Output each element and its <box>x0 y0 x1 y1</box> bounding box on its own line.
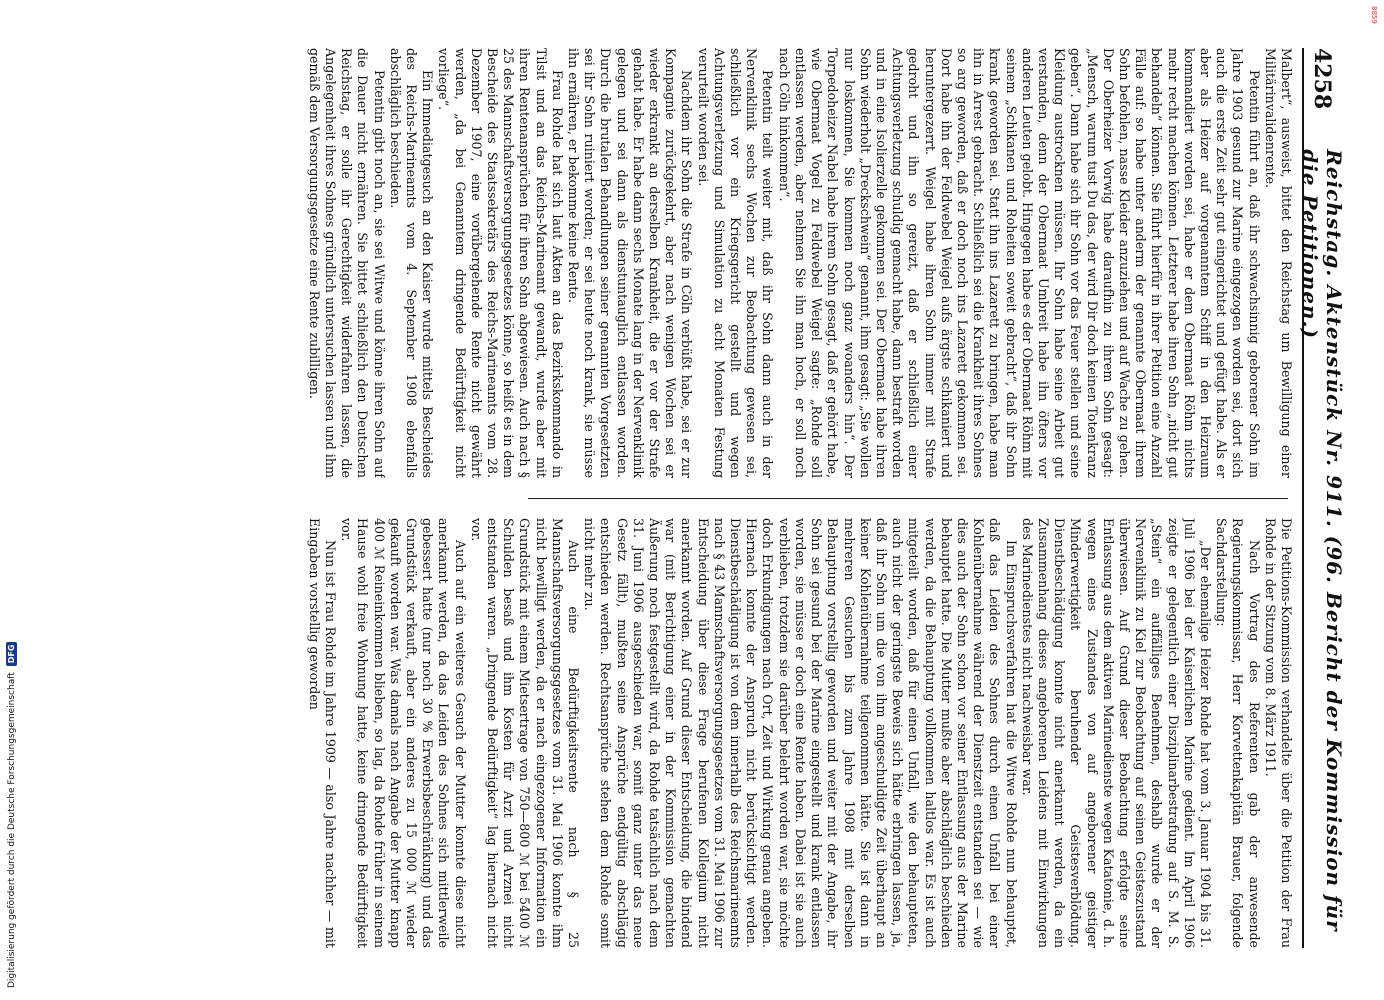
dfg-logo: DFG <box>6 642 17 667</box>
document-page <box>80 48 1346 948</box>
paragraph: Die Petitions-Kommission verhandelte über die Petition der Frau Rohde in der Sitzung vom 8. März 1911. <box>1262 518 1294 948</box>
left-column <box>94 48 1294 478</box>
corner-stamp: 8859 <box>1370 6 1378 24</box>
paragraph: Nun ist Frau Rohde im Jahre 1909 — also Jahre nachher — mit Eingaben vorstellig geworden <box>306 518 339 948</box>
paragraph: Nach Vortrag des Referenten gab der anwesende Regierungskommissar, Herr Korvettenkapitän Brauer, folgende Sachdarstellung: <box>1214 518 1262 948</box>
paragraph: Ein Immediatgesuch an den Kaiser wurde mittels Bescheides des Reichs-Marineamts vom 4. September 1908 ebenfalls abschläglich beschieden. <box>387 48 436 478</box>
text-columns <box>94 48 1294 948</box>
paragraph: Petentin teilt weiter mit, daß ihr Sohn dann auch in der Nervenklinik sechs Wochen zur Beobachtung gewesen sei, schließlich vor ein Kriegsgericht gestellt und wegen Achtungsverletzung und Simulation zu acht Monaten Festung verurteilt worden sei. <box>695 48 776 478</box>
column-divider <box>528 498 1288 499</box>
rotated-page <box>80 48 1346 948</box>
page-header <box>1298 48 1346 948</box>
digitization-note-text: Digitalisierung gefördert durch die Deutsche Forschungsgemeinschaft <box>6 672 17 988</box>
paragraph: Frau Rohde hat sich laut Akten an das Bezirkskommando in Tilsit und an das Reichs-Marineamt gewandt, wurde aber mit ihren Rentenansprüchen für ihren Sohn abgewiesen. Auch nach § 25 des Mannschaftsversorgungsgesetzes könne, so heißt es in dem Bescheide des Staatssekretärs des Reichs-Marineamts vom 28. Dezember 1907, eine vorübergehende Rente nicht gewährt werden, „da bei Genanntem dringende Bedürftigkeit nicht vorliege“. <box>436 48 565 478</box>
paragraph: Auch auf ein weiteres Gesuch der Mutter konnte diese nicht anerkannt werden, da das Leiden des Sohnes sich mittlerweile gebessert hatte (nur noch 30 % Erwerbsbeschränkung) und das Grundstück verkauft, aber ein anderes zu 15 000 ℳ wieder gekauft worden war. Was damals nach Angabe der Mutter knapp 400 ℳ Reineinkommen blieben, so lag, da Rohde früher in seinem Hause wohl freie Wohnung hatte, keine dringende Bedürftigkeit vor. <box>339 518 468 948</box>
paragraph: Auch eine Bedürftigkeitsrente nach § 25 Mannschaftsversorgungsgesetzes vom 31. Mai 1906 konnte ihm nicht bewilligt werden, da er nach eingezogener Information ein Grundstück mit einem Mietsertrage von 750—800 ℳ bei 5400 ℳ Schulden besaß und ihm Kosten für Arzt und Arznei nicht entstanden waren. „Dringende Bedürftigkeit“ lag hiernach nicht vor. <box>468 518 582 948</box>
digitization-note <box>6 642 17 988</box>
right-column <box>94 518 1294 948</box>
paragraph: Im Einspruchsverfahren hat die Witwe Rohde nun behauptet, daß das Leiden des Sohnes durch einen Unfall bei einer Kohlenübernahme während der Dienstzeit entstanden sei — wie dies auch der Sohn schon vor seiner Entlassung aus der Marine behauptet hatte. Die Mutter mußte aber abschläglich beschieden werden, da die Behauptung vollkommen haltlos war. Es ist auch mitgeteilt worden, daß für einen Unfall, wie den behaupteten, auch nicht der geringste Beweis sich hätte erbringen lassen, ja, daß ihr Sohn um die von ihm angeschuldigte Zeit überhaupt an keiner Kohlenübernahme teilgenommen hätte. Sie ist dann in mehreren Gesuchen bis zum Jahre 1908 mit derselben Behauptung vorstellig geworden und weiter mit der Angabe, ihr Sohn sei gesund bei der Marine eingestellt und krank entlassen worden, sie müsse er doch eine Rente haben. Dabei ist sie auch verblieben, trotzdem sie darüber belehrt worden war, sie möchte doch Erkundigungen nach Ort, Zeit und Wirkung genau angeben. Hiernach konnte der Anspruch nicht berücksichtigt werden. Dienstbeschädigung ist von dem innerhalb des Reichsmarineamts nach § 43 Mannschaftsversorgungsgesetzes vom 31. Mai 1906 zur Entscheidung über diese Frage berufenen Kollegium nicht anerkannt worden. Auf Grund dieser Entscheidung, die bindend war (mit Berichtigung einer in der Kommission gemachten Äußerung noch festgestellt wird, da Rohde tatsächlich nach dem 31. Juni 1906 ausgeschieden war, somit ganz unter das neue Gesetz fällt), mußten seine Ansprüche endgültig abschlägig entschieden werden. Rechtsansprüche stehen dem Rohde somit nicht mehr zu. <box>582 518 1019 948</box>
paragraph: Petentin gibt noch an, sie sei Witwe und könne ihren Sohn auf die Dauer nicht ernähren. Sie bittet schließlich den Deutschen Reichstag, er solle ihr Gerechtigkeit widerfahren lassen, die Angelegenheit ihres Sohnes gründlich untersuchen lassen und ihm gemäß dem Versorgungsgesetze eine Rente zubilligen. <box>306 48 387 478</box>
paragraph: Malbert“, ausweist, bittet den Reichstag um Bewilligung einer Militärinvalidenrente. <box>1262 48 1294 478</box>
page-number: 4258 <box>1309 48 1335 110</box>
paragraph: „Der ehemalige Heizer Rohde hat vom 3. Januar 1904 bis 31. Juli 1906 bei der Kaiserlichen Marine gedient. Im April 1906 zeigte er gelegentlich einer Disziplinarbestrafung auf S. M. S. „Stein“ ein auffälliges Benehmen, deshalb wurde er der Nervenklinik zu Kiel zur Beobachtung auf seinen Geisteszustand überwiesen. Auf Grund dieser Beobachtung erfolgte seine Entlassung aus dem aktiven Marinedienste wegen Katatonie, d. h. wegen eines Zustandes von auf angeborener geistiger Minderwertigkeit beruhender Geistesverblödung. Dienstbeschädigung konnte nicht anerkannt werden, da ein Zusammenhang dieses angeborenen Leidens mit Einwirkungen des Marinedienstes nicht nachweisbar war. <box>1019 518 1213 948</box>
paragraph: Nachdem ihr Sohn die Strafe in Cöln verbüßt habe, sei er zur Kompagnie zurückgekehrt, aber nach wenigen Wochen sei er wieder erkrankt an derselben Krankheit, die er vor der Strafe gehabt habe. Er habe dann sechs Monate lang in der Nervenklinik gelegen und sei dann als dienstuntauglich entlassen worden. Durch die brutalen Behandlungen seiner genannten Vorgesetzten sei ihr Sohn ruiniert worden; er sei heute noch krank, sie müsse ihn ernähren, er bekomme keine Rente. <box>566 48 695 478</box>
paragraph: Petentin führt an, daß ihr schwachsinnig geborener Sohn im Jahre 1903 gesund zur Marine eingezogen worden sei, dort sich auch die erste Zeit sehr gut eingerichtet und gefügt habe. Als er aber als Heizer auf vorgenanntem Schiff in den Heizraum kommandiert worden sei, habe er dem Obermaat Röhm nichts mehr recht machen können. Letzterer habe ihren Sohn „nicht gut behandeln“ können. Sie führt hierfür in ihrer Petition eine Anzahl Fälle auf: so habe unter anderm der genannte Obermaat ihrem Sohn befohlen, nasse Kleider anzuziehen und auf Wache zu gehen. Der Oberheizer Vorwig habe daraufhin zu ihrem Sohn gesagt: „Mensch, warum tust Du das, der wird Dir doch keinen Totenkranz geben“. Dann habe sich ihr Sohn vor das Feuer stellen und seine Kleidung austrocknen müssen. Ihr Sohn habe seine Arbeit gut verstanden, denn der Obermaat Umbreit habe ihn öfters vor anderen Leuten gelobt. Hingegen habe es der Obermaat Röhm mit seinem „Schikanen und Roheiten soweit gebracht“, daß ihr Sohn krank geworden sei. Statt ihn ins Lazarett zu bringen, habe man ihn in Arrest gebracht. Schließlich sei die Krankheit ihres Sohnes so arg geworden, daß er doch noch ins Lazarett gekommen sei. Dort habe ihn der Feldwebel Weigel aufs ärgste schikaniert und heruntergezerrt. Weigel habe ihren Sohn immer mit Strafe gedroht und ihn so gereizt, daß er schließlich einer Achtungsverletzung schuldig gemacht habe, dann bestraft worden und in eine Isolierzelle gekommen sei. Der Obermaat habe ihren Sohn wiederholt „Dreckschwein“ genannt, ihm gesagt: „Sie wollen nur loskommen, Sie kommen noch ganz woanders hin“. Der Torpedoheizer Nabel habe ihrem Sohn gesagt, daß er gehört habe, wie Obermaat Vogel zu Feldwebel Weigel sagte: „Rohde soll entlassen werden, aber nehmen Sie ihn man hoch, er soll noch nach Cöln hinkommen“. <box>776 48 1262 478</box>
running-title: Reichstag. Aktenstück Nr. 911. (96. Bericht der Kommission für die Petitionen.) <box>1298 149 1346 932</box>
